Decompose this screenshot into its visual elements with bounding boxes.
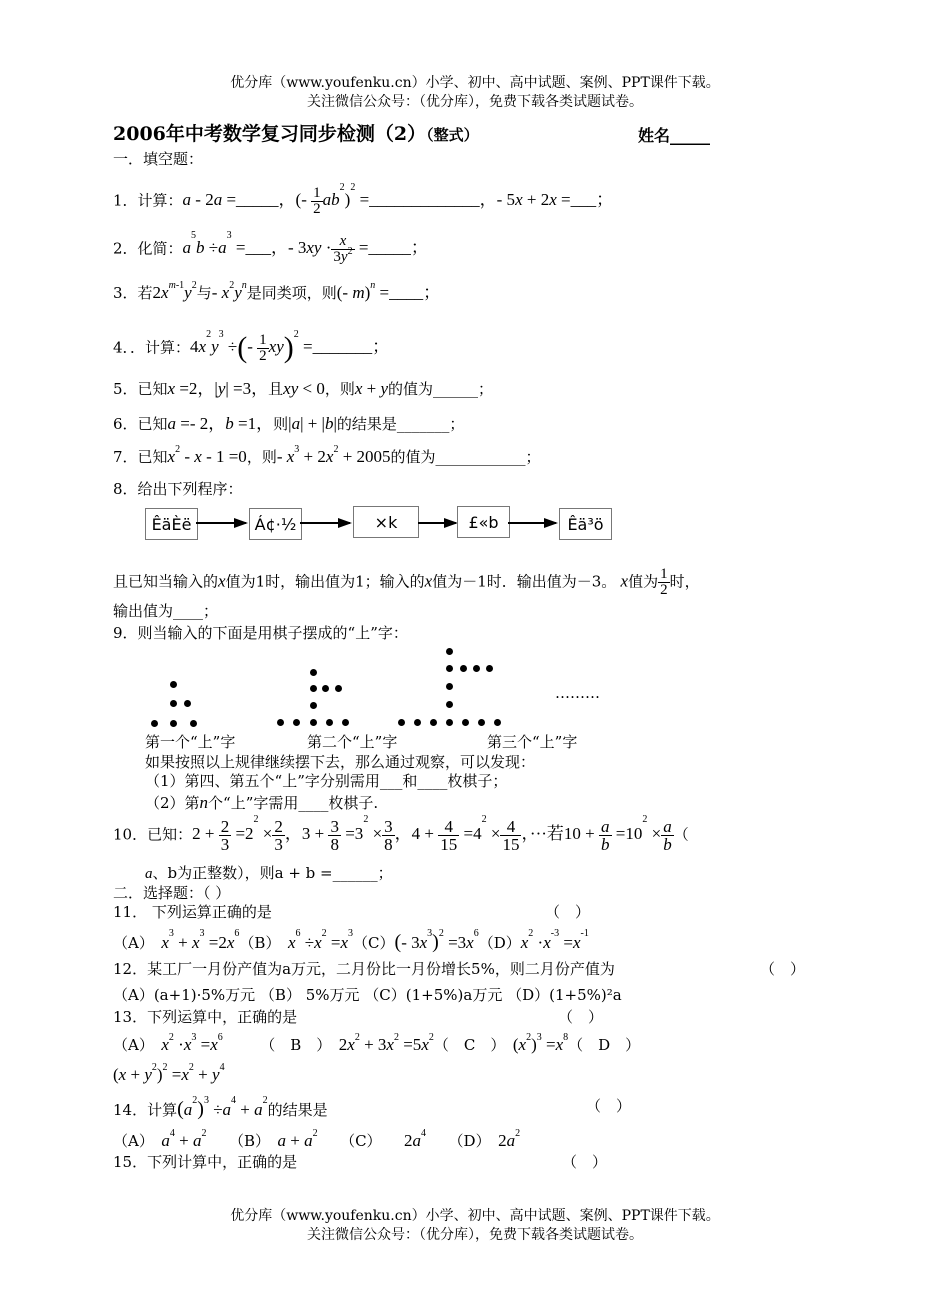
question-7: 7．已知$x^2 - x - 1 =0$，则- $x^3 + 2x^2 + 2005$的值为____________； xyxy=(113,444,541,466)
arrow-icon xyxy=(300,522,350,524)
figure-label-1: 第一个“上”字 xyxy=(145,733,236,751)
question-2: 2．化简：$a^5b \div a^3$ =___，- 3xy · $\frac{x}{3y^2}$ =_____； xyxy=(113,230,428,265)
question-4: 4．．计算：$4x^2y^3$ ÷(- $\frac{1}{2}$ xy)$^2$ =_______； xyxy=(113,329,390,365)
question-11: 11． 下列运算正确的是 xyxy=(113,903,272,921)
header-line-1: 优分库（www.youfenku.cn）小学、初中、高中试题、案例、PPT课件下载。 xyxy=(230,75,720,91)
question-13-option-d: $(x + y^2)^2 =x^2 + y^4$ xyxy=(113,1062,225,1084)
program-box-cube: Á¢·½ xyxy=(249,508,302,540)
answer-bracket: （ ） xyxy=(562,1153,608,1171)
question-9-text-2: （1）第四、第五个“上”字分别需用___和____枚棋子； xyxy=(145,772,508,790)
question-5: 5．已知x =2，|y| =3，且xy < 0，则x + y的值为______； xyxy=(113,379,494,398)
figure-label-3: 第三个“上”字 xyxy=(487,733,578,751)
question-14-options: （A） $a^4 + a^2$ （B） $a + a^2$ （C） $2a^4$ （D） $2a^2$ xyxy=(113,1128,521,1150)
footer-line-2: 关注微信公众号：（优分库），免费下载各类试题试卷。 xyxy=(307,1227,643,1243)
question-13: 13．下列运算中，正确的是 xyxy=(113,1008,298,1026)
question-11-options: （A） $x^3 + x^3 =2x^6(B)$ $x^6 \div x^2 =x^3(C)(-$ $3x^3)^2 =3x^6(D)x^2 \cdot x^{-3} =x^{-1}$ xyxy=(113,928,589,953)
question-14: 14．计算$(a^2)^3 \div a^4 + a^2$的结果是 xyxy=(113,1095,328,1120)
question-8: 8．给出下列程序： xyxy=(113,480,243,498)
question-13-options: （A） $x^2 \cdot x^3 =x^6$ （ B ） $2x^2 + 3x^2 =5x^2$（ C ） $(x^2)^3 =x^8$（ D ） xyxy=(113,1032,641,1054)
program-box-multiply-k: ×k xyxy=(353,506,419,538)
answer-bracket: （ ） xyxy=(545,903,591,921)
answer-bracket: （ ） xyxy=(558,1008,604,1026)
program-box-output: Êä³ö xyxy=(559,508,612,540)
question-9: 9．则当输入的下面是用棋子摆成的“上”字： xyxy=(113,624,408,642)
figure-label-2: 第二个“上”字 xyxy=(307,733,398,751)
arrow-icon xyxy=(508,522,556,524)
question-8-text: 且已知当输入的x值为1时，输出值为1；输入的x值为－1时．输出值为－3。 x值为 $\frac{1}{2}$ 时， xyxy=(113,566,700,598)
program-box-input: ÊäÈë xyxy=(145,508,198,540)
arrow-icon xyxy=(196,522,246,524)
question-6: 6．已知a =- 2，b =1，则|a| + |b|的结果是_______； xyxy=(113,414,465,433)
question-10-cont: a、b为正整数），则a + b =______； xyxy=(145,864,393,882)
question-8-answer: 输出值为____； xyxy=(113,602,219,620)
question-1: 1．计算：a - 2a =_____，(- $\frac{1}{2}$ $ab^2)^2$ =_____________，- 5x + 2x =___； xyxy=(113,182,614,217)
ellipsis: ……… xyxy=(555,684,600,702)
answer-bracket: （ ） xyxy=(586,1097,632,1115)
answer-bracket: （ ） xyxy=(760,960,806,978)
header-line-2: 关注微信公众号：（优分库），免费下载各类试题试卷。 xyxy=(307,94,643,110)
footer-line-1: 优分库（www.youfenku.cn）小学、初中、高中试题、案例、PPT课件下载。 xyxy=(230,1208,720,1224)
question-9-text-1: 如果按照以上规律继续摆下去，那么通过观察，可以发现： xyxy=(145,753,536,771)
section-2-heading: 二．选择题：（ ） xyxy=(113,884,231,902)
question-15: 15．下列计算中，正确的是 xyxy=(113,1153,298,1171)
question-12-options: （A）(a+1)·5%万元 （B） 5%万元 （C）(1+5%)a万元 （D）(1+5%)²a xyxy=(113,986,622,1004)
question-9-text-3: （2）第n个“上”字需用____枚棋子. xyxy=(145,793,379,812)
section-1-heading: 一．填空题： xyxy=(113,150,204,168)
question-3: 3．若$2x^{m-1}y^2$与- $x^2y^n$是同类项，则(- m)$^n$ =____； xyxy=(113,280,441,302)
page-title: 2006年中考数学复习同步检测（2）（整式） xyxy=(113,123,479,145)
program-box-add-b: £«b xyxy=(457,506,510,538)
question-10: 10．已知：2 + $\frac{2}{3}$ $=2^2$ × $\frac{2}{3}$ ，3 + $\frac{3}{8}$ $=3^2$ × $\frac{3}{8}$ ，4 + $\frac{4}{15}$ $=4^2$ × $\frac{4}{15}$ ，···若10 + $\frac{a}{b}$ $=10^2$ × $\frac{a}{b}$ （ xyxy=(113,814,689,854)
arrow-icon xyxy=(418,522,456,524)
name-field: 姓名_____ xyxy=(638,126,711,145)
question-12: 12．某工厂一月份产值为a万元，二月份比一月份增长5%，则二月份产值为 xyxy=(113,960,615,978)
